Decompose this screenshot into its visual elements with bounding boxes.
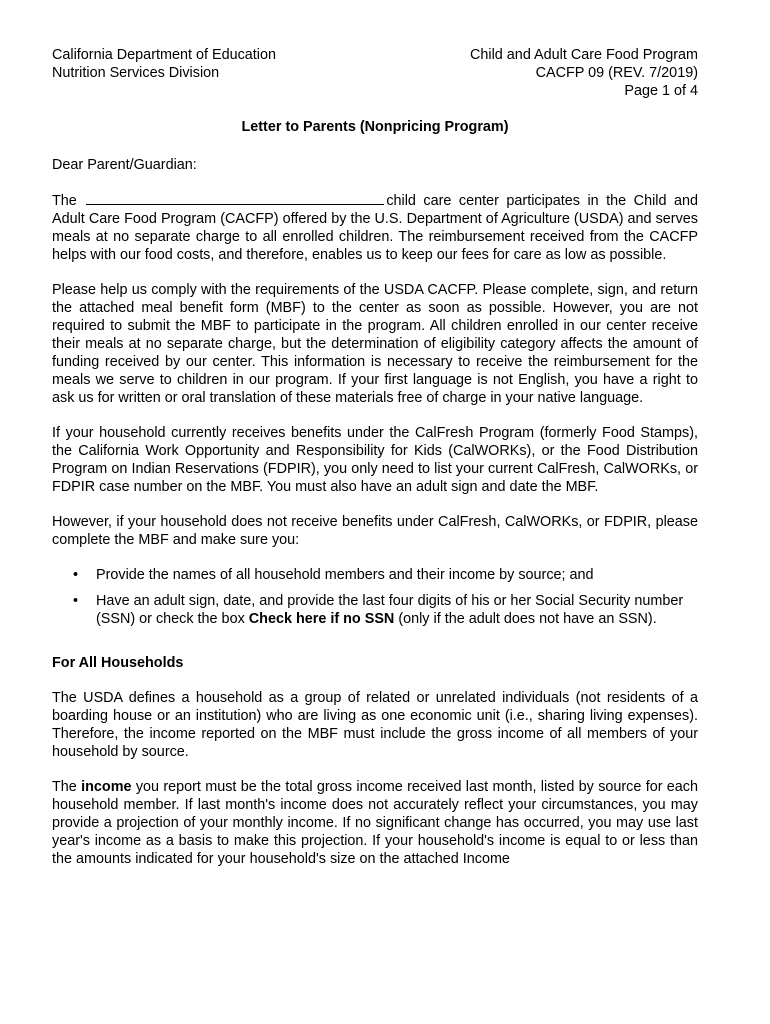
agency-name: California Department of Education — [52, 47, 276, 63]
bullet-icon: • — [73, 567, 79, 583]
program-name: Child and Adult Care Food Program — [470, 47, 698, 63]
page-number: Page 1 of 4 — [624, 83, 698, 99]
paragraph-comply: Please help us comply with the requirements of the USDA CACFP. Please complete, sign, and return the attached meal benefit form (MBF) to the center as soon as possible. However, you are not required to submit the MBF to participate in the program. All children enrolled in our center receive their meals at no separate charge, but the determination of eligibility category affects the amount of funding received by our center. This information is necessary to receive the reimbursement for the meals we serve to children in our program. If your first language is not English, you have a right to ask us for written or oral translation of these materials free of charge in your native language. — [52, 282, 698, 406]
list-item-text-end: (only if the adult does not have an SSN). — [398, 611, 657, 627]
list-item-text: Provide the names of all household members and their income by source; and — [96, 567, 594, 583]
center-name-blank[interactable] — [86, 191, 384, 205]
income-emphasis: income — [81, 779, 132, 795]
paragraph-benefits: If your household currently receives benefits under the CalFresh Program (formerly Food Stamps), the California Work Opportunity and Responsibility for Kids (CalWORKs), or the Food Distribution Program on Indian Reservations (FDPIR), you only need to list your current CalFresh, CalWORKs, or FDPIR case number on the MBF. You must also have an adult sign and date the MBF. — [52, 425, 698, 495]
no-ssn-checkbox-label: Check here if no SSN — [248, 611, 395, 627]
form-number: CACFP 09 (REV. 7/2019) — [535, 65, 698, 81]
paragraph-income — [52, 778, 698, 868]
paragraph-intro-lead: The — [52, 193, 77, 209]
paragraph-income-lead: The — [52, 779, 77, 795]
section-heading: For All Households — [52, 655, 184, 671]
paragraph-no-benefits: However, if your household does not receive benefits under CalFresh, CalWORKs, or FDPIR, please complete the MBF and make sure you: — [52, 514, 698, 548]
paragraph-income-text: you report must be the total gross income received last month, listed by source for each household member. If last month's income does not accurately reflect your circumstances, you may provide a projection of your monthly income. If no significant change has occurred, you may use last year's income as a basis to make this projection. If your household's income is equal to or less than the amounts indicated for your household's size on the attached Income — [52, 779, 698, 867]
letter-title: Letter to Parents (Nonpricing Program) — [241, 119, 509, 135]
paragraph-household: The USDA defines a household as a group of related or unrelated individuals (not residents of a boarding house or an institution) who are living as one economic unit (i.e., sharing living expenses). Therefore, the income reported on the MBF must include the gross income of all members of your household by source. — [52, 690, 698, 760]
list-item — [73, 592, 698, 628]
paragraph-intro-text: child care center participates in the Child and Adult Care Food Program (CACFP) offered by the U.S. Department of Agriculture (USDA) and serves meals at no separate charge to all enrolled children. The reimbursement received from the CACFP helps with our food costs, and therefore, enables us to keep our fees for care as low as possible. — [52, 193, 698, 263]
paragraph-intro — [52, 191, 698, 264]
requirements-list — [52, 566, 698, 628]
document-page — [52, 46, 698, 868]
salutation: Dear Parent/Guardian: — [52, 157, 197, 173]
bullet-icon: • — [73, 593, 79, 609]
document-header — [52, 46, 698, 102]
header-left — [52, 46, 276, 102]
list-item-text: Have an adult sign, date, and provide the last four digits of his or her Social Security number (SSN) or check the box — [96, 593, 684, 627]
header-right — [470, 46, 698, 102]
division-name: Nutrition Services Division — [52, 65, 220, 81]
list-item — [73, 566, 698, 584]
